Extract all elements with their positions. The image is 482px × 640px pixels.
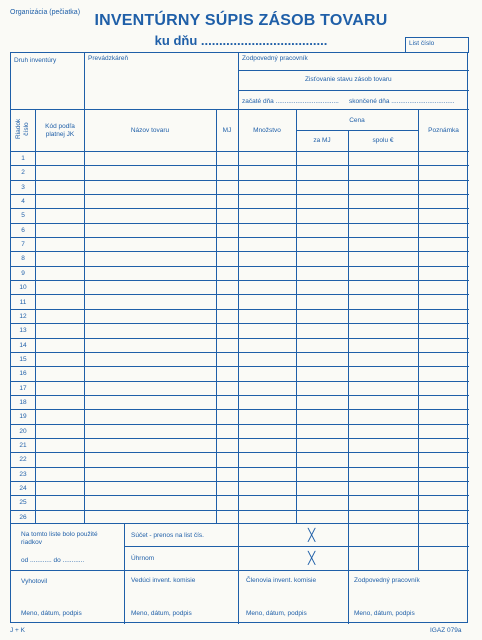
row-number: 13	[19, 327, 27, 335]
used-rows-label: Na tomto liste bolo použité riadkov	[21, 531, 98, 546]
row-number: 3	[21, 183, 25, 191]
sign-responsible: Meno, dátum, podpis	[354, 610, 415, 617]
sign-prepared: Meno, dátum, podpis	[21, 610, 82, 617]
responsible-signature-label: Zodpovedný pracovník	[354, 577, 420, 584]
table-row[interactable]	[11, 353, 469, 367]
table-row[interactable]	[11, 252, 469, 266]
table-row[interactable]	[11, 296, 469, 310]
total-label: Úhrnom	[131, 555, 155, 562]
col-code: Kód podľa platnej JK	[45, 123, 75, 138]
carry-over-label: Súčet - prenos na list čís.	[131, 532, 204, 539]
table-row[interactable]	[11, 166, 469, 180]
col-unit: MJ	[222, 127, 232, 134]
col-price-total: spolu €	[372, 137, 394, 144]
table-row[interactable]	[11, 195, 469, 209]
row-number: 7	[21, 241, 25, 249]
row-number: 22	[19, 456, 27, 464]
prepared-by-label: Vyhotovil	[21, 578, 48, 585]
sign-members: Meno, dátum, podpis	[246, 610, 307, 617]
footer-left: J + K	[10, 627, 25, 634]
cross-mark-icon: ╳	[308, 528, 316, 542]
sign-head: Meno, dátum, podpis	[131, 610, 192, 617]
row-number: 1	[21, 155, 25, 162]
row-number: 14	[19, 341, 27, 349]
table-row[interactable]	[11, 367, 469, 381]
from-to-label: od ............ do ............	[21, 557, 85, 564]
table-row[interactable]	[11, 324, 469, 338]
row-number: 19	[19, 413, 27, 421]
col-note: Poznámka	[428, 127, 459, 134]
table-row[interactable]	[11, 482, 469, 496]
commission-head-label: Vedúci invent. komisie	[131, 577, 196, 584]
row-number: 12	[19, 312, 27, 320]
row-number: 23	[19, 470, 27, 478]
row-number: 4	[21, 198, 25, 206]
cross-mark-icon: ╳	[308, 551, 316, 565]
col-price: Cena	[349, 117, 365, 124]
end-date-label: skončené dňa ...................................	[349, 98, 455, 105]
table-row[interactable]	[11, 496, 469, 510]
table-row[interactable]	[11, 382, 469, 396]
row-number: 17	[19, 384, 27, 392]
row-number: 16	[19, 370, 27, 378]
table-row[interactable]	[11, 181, 469, 195]
row-number: 2	[21, 169, 25, 177]
table-row[interactable]	[11, 410, 469, 424]
responsible-worker-label: Zodpovedný pracovník	[242, 55, 308, 62]
row-number: 24	[19, 485, 27, 493]
table-row[interactable]	[11, 425, 469, 439]
table-row[interactable]	[11, 238, 469, 252]
table-row[interactable]	[11, 281, 469, 295]
inventory-form	[10, 52, 468, 623]
table-row[interactable]	[11, 267, 469, 281]
col-name: Názov tovaru	[130, 127, 170, 134]
table-row[interactable]	[11, 468, 469, 482]
list-number-label: List číslo	[409, 40, 435, 47]
operator-label: Prevádzkáreň	[88, 55, 129, 62]
table-row[interactable]	[11, 439, 469, 453]
row-number: 25	[19, 499, 27, 507]
table-row[interactable]	[11, 224, 469, 238]
stock-finding-label: Zisťovanie stavu zásob tovaru	[305, 76, 392, 83]
page-title: INVENTÚRNY SÚPIS ZÁSOB TOVARU	[94, 12, 388, 29]
table-row[interactable]	[11, 339, 469, 353]
row-number: 26	[19, 513, 27, 521]
row-number: 9	[21, 269, 25, 277]
inventory-type-label: Druh inventúry	[14, 57, 57, 64]
table-row[interactable]	[11, 152, 469, 166]
organization-label: Organizácia (pečiatka)	[10, 9, 81, 16]
date-line: ku dňu ...................................	[154, 33, 328, 48]
row-number: 11	[19, 298, 27, 306]
table-row[interactable]	[11, 209, 469, 223]
row-number: 20	[19, 427, 27, 435]
col-quantity: Množstvo	[253, 127, 281, 134]
row-number: 10	[19, 284, 27, 292]
row-number: 21	[19, 442, 27, 449]
col-price-per-unit: za MJ	[313, 137, 331, 144]
commission-members-label: Členovia invent. komisie	[246, 577, 317, 584]
row-number: 5	[21, 212, 25, 220]
row-number: 6	[21, 226, 25, 234]
row-number: 15	[19, 355, 27, 363]
row-number: 18	[19, 398, 27, 406]
col-row-number: Riadok číslo	[15, 118, 30, 139]
table-row[interactable]	[11, 453, 469, 467]
form-code: IGAZ 079a	[430, 627, 462, 634]
table-row[interactable]	[11, 396, 469, 410]
table-row[interactable]	[11, 310, 469, 324]
start-date-label: začaté dňa ...................................	[242, 98, 339, 105]
row-number: 8	[21, 255, 25, 263]
list-number-box[interactable]	[405, 37, 469, 53]
